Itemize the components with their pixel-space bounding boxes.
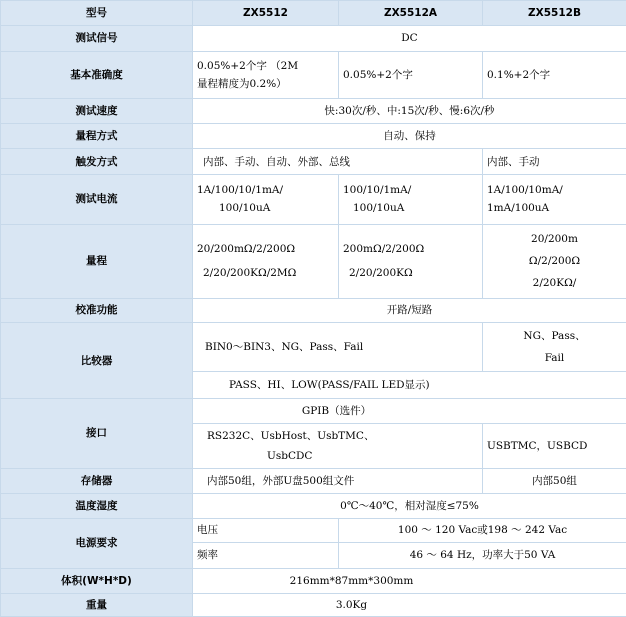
comparator-value-b-line2: Fail bbox=[544, 352, 565, 365]
weight-label: 重量 bbox=[1, 594, 193, 617]
speed-value: 快:30次/秒、中:15次/秒、慢:6次/秒 bbox=[193, 99, 626, 124]
power-voltage-label: 电压 bbox=[193, 518, 339, 543]
interface-value-ab bbox=[193, 423, 483, 468]
comparator-value-b bbox=[483, 323, 626, 372]
power-frequency-value: 46 ～ 64 Hz，功率大于50 VA bbox=[339, 543, 626, 569]
model-zx5512a: ZX5512A bbox=[339, 1, 483, 26]
range-zx5512a-line2: 2/20/200KΩ bbox=[349, 267, 413, 280]
row-storage bbox=[1, 468, 626, 494]
current-zx5512b-line1: 1A/100/10mA/ bbox=[487, 184, 563, 197]
volume-value: 216mm*87mm*300mm bbox=[193, 568, 626, 594]
row-temperature bbox=[1, 494, 626, 519]
range-zx5512-line1: 20/200mΩ/2/200Ω bbox=[197, 243, 296, 256]
temperature-label: 温度湿度 bbox=[1, 494, 193, 519]
model-label: 型号 bbox=[1, 1, 193, 26]
power-frequency-label: 频率 bbox=[193, 543, 339, 569]
current-zx5512b-line2: 1mA/100uA bbox=[487, 202, 550, 215]
range-zx5512b-line3: 2/20KΩ/ bbox=[532, 277, 577, 290]
power-voltage-value: 100 ～ 120 Vac或198 ～ 242 Vac bbox=[339, 518, 626, 543]
current-label: 测试电流 bbox=[1, 174, 193, 224]
model-zx5512: ZX5512 bbox=[193, 1, 339, 26]
current-zx5512a bbox=[339, 174, 483, 224]
storage-value-ab: 内部50组，外部U盘500组文件 bbox=[193, 468, 483, 494]
calibration-value: 开路/短路 bbox=[193, 298, 626, 323]
row-weight bbox=[1, 594, 626, 617]
current-zx5512a-line2: 100/10uA bbox=[353, 202, 405, 215]
range-mode-label: 量程方式 bbox=[1, 123, 193, 149]
signal-value: DC bbox=[193, 25, 626, 52]
storage-label: 存储器 bbox=[1, 468, 193, 494]
storage-value-b: 内部50组 bbox=[483, 468, 626, 494]
comparator-label: 比较器 bbox=[1, 323, 193, 399]
model-zx5512b: ZX5512B bbox=[483, 1, 626, 26]
comparator-value-ab: BIN0～BIN3、NG、Pass、Fail bbox=[193, 323, 483, 372]
range-zx5512 bbox=[193, 225, 339, 299]
interface-value-ab-line2: UsbCDC bbox=[267, 449, 313, 462]
accuracy-zx5512-line2: 量程精度为0.2%） bbox=[197, 78, 287, 91]
accuracy-zx5512b: 0.1%+2个字 bbox=[483, 52, 626, 99]
range-zx5512b-line1: 20/200m bbox=[531, 233, 578, 246]
row-calibration bbox=[1, 298, 626, 323]
current-zx5512-line1: 1A/100/10/1mA/ bbox=[197, 184, 284, 197]
comparator-value-b-line1: NG、Pass、 bbox=[523, 330, 586, 343]
range-zx5512-line2: 2/20/200KΩ/2MΩ bbox=[203, 267, 297, 280]
current-zx5512a-line1: 100/10/1mA/ bbox=[343, 184, 412, 197]
row-accuracy bbox=[1, 52, 626, 99]
row-trigger bbox=[1, 149, 626, 175]
range-zx5512b bbox=[483, 225, 626, 299]
interface-value-all: GPIB（选件） bbox=[193, 398, 626, 423]
current-zx5512b bbox=[483, 174, 626, 224]
current-zx5512-line2: 100/10uA bbox=[219, 202, 271, 215]
calibration-label: 校准功能 bbox=[1, 298, 193, 323]
row-signal bbox=[1, 25, 626, 52]
interface-label: 接口 bbox=[1, 398, 193, 468]
weight-value: 3.0Kg bbox=[193, 594, 626, 617]
row-interface bbox=[1, 398, 626, 423]
accuracy-zx5512a: 0.05%+2个字 bbox=[339, 52, 483, 99]
current-zx5512 bbox=[193, 174, 339, 224]
row-speed bbox=[1, 99, 626, 124]
header-row bbox=[1, 1, 626, 26]
trigger-label: 触发方式 bbox=[1, 149, 193, 175]
range-zx5512a-line1: 200mΩ/2/200Ω bbox=[343, 243, 425, 256]
trigger-value-b: 内部、手动 bbox=[483, 149, 626, 175]
row-power-voltage bbox=[1, 518, 626, 543]
range-mode-value: 自动、保持 bbox=[193, 123, 626, 149]
speed-label: 测试速度 bbox=[1, 99, 193, 124]
comparator-value-all: PASS、HI、LOW(PASS/FAIL LED显示) bbox=[193, 372, 626, 399]
temperature-value: 0℃～40℃，相对湿度≤75% bbox=[193, 494, 626, 519]
row-range-mode bbox=[1, 123, 626, 149]
row-current bbox=[1, 174, 626, 224]
range-zx5512b-line2: Ω/2/200Ω bbox=[528, 255, 581, 268]
signal-label: 测试信号 bbox=[1, 25, 193, 52]
interface-value-ab-line1: RS232C、UsbHost、UsbTMC、 bbox=[207, 429, 375, 442]
range-zx5512a bbox=[339, 225, 483, 299]
row-comparator bbox=[1, 323, 626, 372]
trigger-value-ab: 内部、手动、自动、外部、总线 bbox=[193, 149, 483, 175]
range-label: 量程 bbox=[1, 225, 193, 299]
accuracy-zx5512-line1: 0.05%+2个字 （2M bbox=[197, 60, 299, 73]
volume-label: 体积(W*H*D) bbox=[1, 568, 193, 594]
accuracy-zx5512 bbox=[193, 52, 339, 99]
power-label: 电源要求 bbox=[1, 518, 193, 568]
row-range bbox=[1, 225, 626, 299]
row-volume bbox=[1, 568, 626, 594]
accuracy-label: 基本准确度 bbox=[1, 52, 193, 99]
interface-value-b: USBTMC，USBCD bbox=[483, 423, 626, 468]
